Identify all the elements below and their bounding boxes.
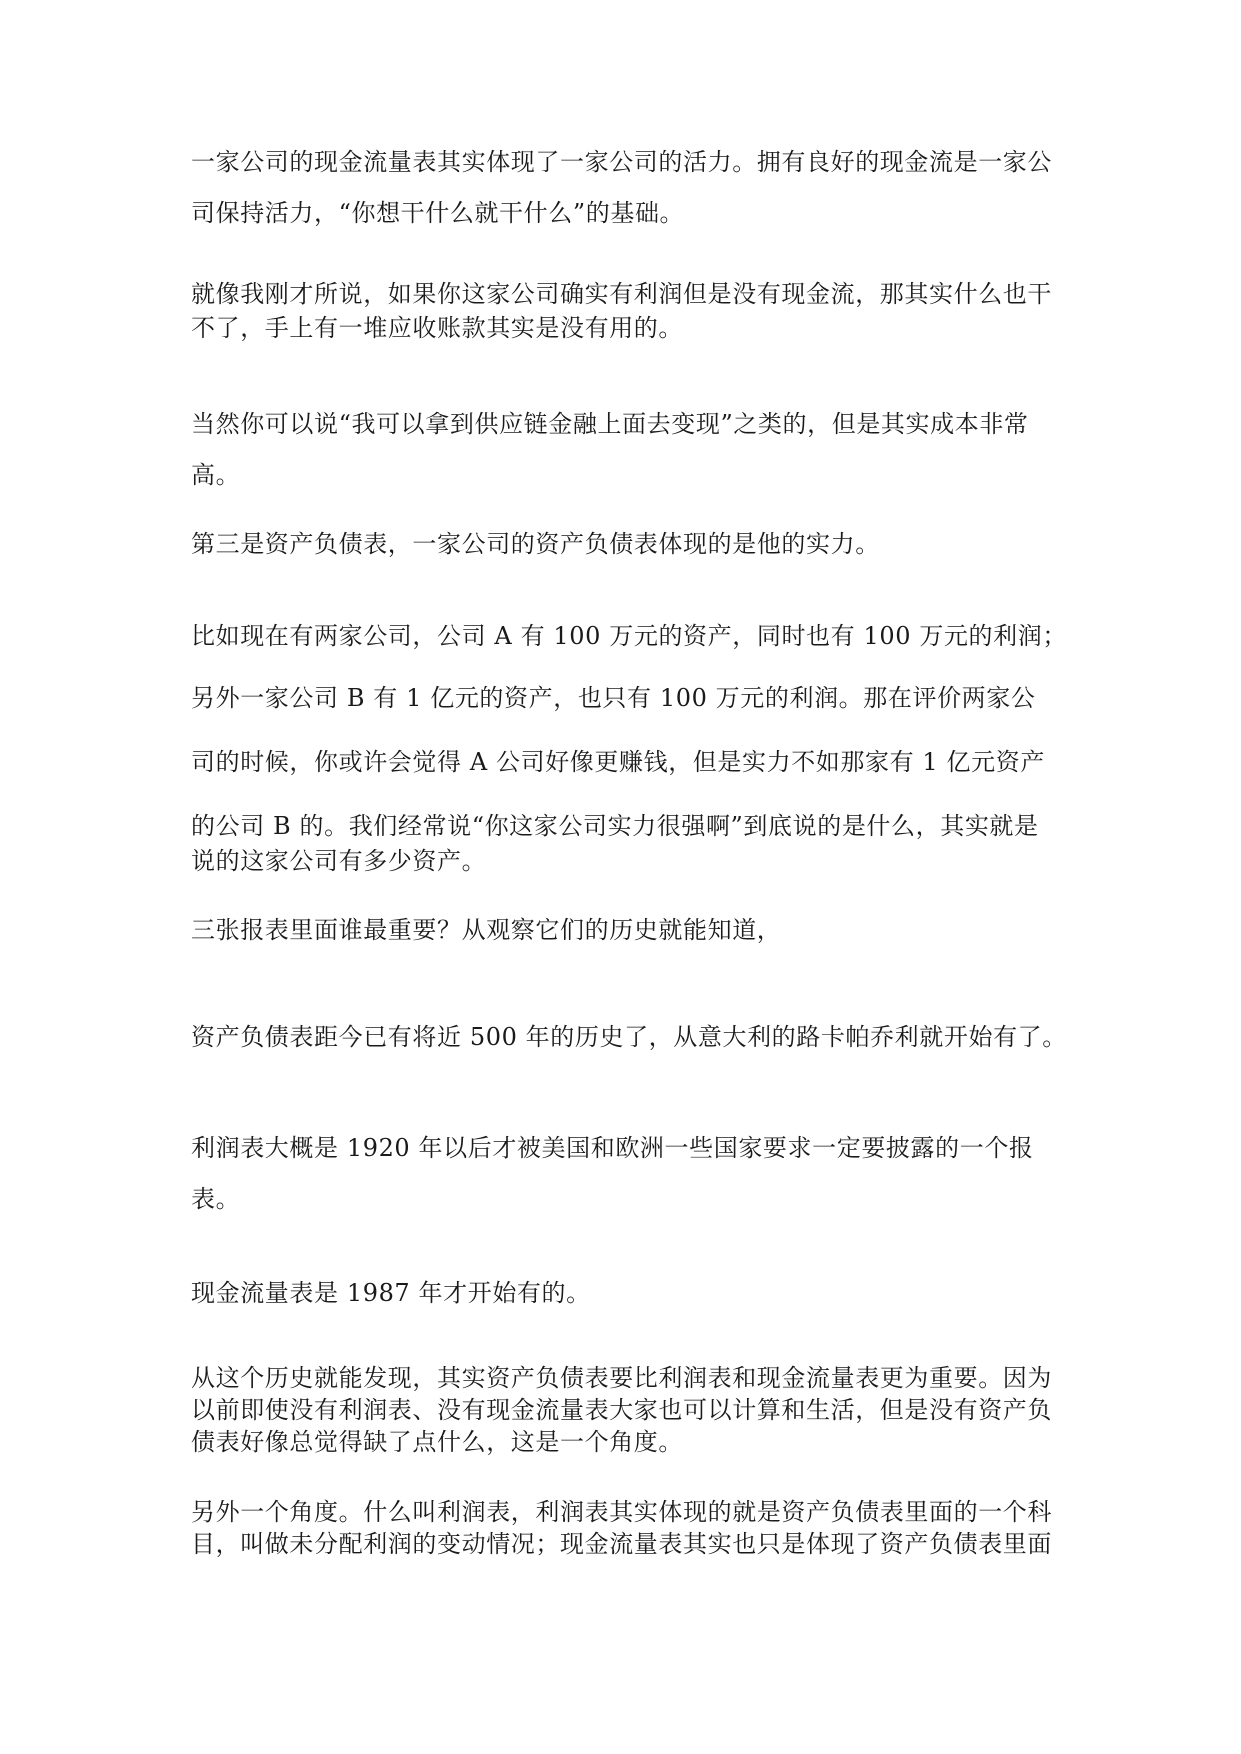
text-line: 资产负债表距今已有将近 500 年的历史了，从意大利的路卡帕乔利就开始有了。 <box>191 1023 1067 1051</box>
text-line: 高。 <box>191 461 241 489</box>
text-line: 另外一个角度。什么叫利润表，利润表其实体现的就是资产负债表里面的一个科 <box>191 1498 1052 1526</box>
text-line: 的公司 B 的。我们经常说“你这家公司实力很强啊”到底说的是什么，其实就是 <box>191 812 1039 840</box>
text-line: 司的时候，你或许会觉得 A 公司好像更赚钱，但是实力不如那家有 1 亿元资产 <box>191 748 1045 776</box>
text-line: 比如现在有两家公司，公司 A 有 100 万元的资产，同时也有 100 万元的利润； <box>191 622 1067 650</box>
text-line: 就像我刚才所说，如果你这家公司确实有利润但是没有现金流，那其实什么也干 <box>191 280 1052 308</box>
text-line: 不了，手上有一堆应收账款其实是没有用的。 <box>191 314 683 342</box>
text-line: 以前即使没有利润表、没有现金流量表大家也可以计算和生活，但是没有资产负 <box>191 1396 1052 1424</box>
text-line: 一家公司的现金流量表其实体现了一家公司的活力。拥有良好的现金流是一家公 <box>191 148 1052 176</box>
text-line: 目，叫做未分配利润的变动情况；现金流量表其实也只是体现了资产负债表里面 <box>191 1530 1052 1558</box>
text-line: 另外一家公司 B 有 1 亿元的资产，也只有 100 万元的利润。那在评价两家公 <box>191 684 1036 712</box>
text-line: 表。 <box>191 1185 241 1213</box>
text-line: 司保持活力，“你想干什么就干什么”的基础。 <box>191 199 685 227</box>
text-line: 利润表大概是 1920 年以后才被美国和欧洲一些国家要求一定要披露的一个报 <box>191 1134 1034 1162</box>
text-line: 债表好像总觉得缺了点什么，这是一个角度。 <box>191 1428 683 1456</box>
text-line: 从这个历史就能发现，其实资产负债表要比利润表和现金流量表更为重要。因为 <box>191 1364 1052 1392</box>
text-line: 现金流量表是 1987 年才开始有的。 <box>191 1279 591 1307</box>
text-line: 第三是资产负债表，一家公司的资产负债表体现的是他的实力。 <box>191 530 880 558</box>
text-line: 当然你可以说“我可以拿到供应链金融上面去变现”之类的，但是其实成本非常 <box>191 410 1029 438</box>
text-line: 说的这家公司有多少资产。 <box>191 847 487 875</box>
text-line: 三张报表里面谁最重要？从观察它们的历史就能知道， <box>191 916 782 944</box>
